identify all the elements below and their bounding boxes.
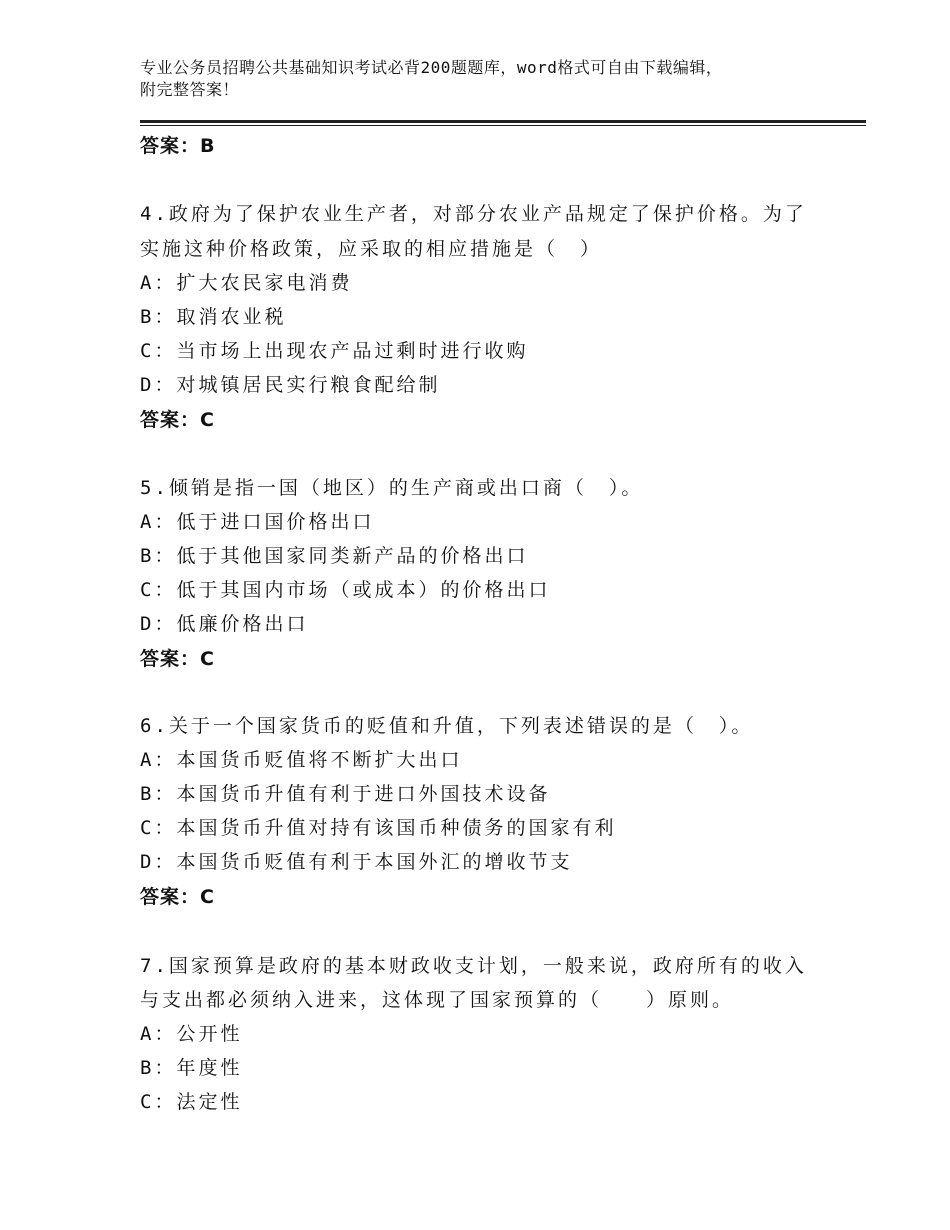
question-6-option-a: A：本国货币贬值将不断扩大出口 xyxy=(140,749,463,771)
question-6-option-c: C：本国货币升值对持有该国币种债务的国家有利 xyxy=(140,817,617,839)
question-4-option-d: D：对城镇居民实行粮食配给制 xyxy=(140,374,441,396)
question-7-text-line-2: 与支出都必须纳入进来，这体现了国家预算的（ ）原则。 xyxy=(140,989,735,1011)
question-7-option-c: C：法定性 xyxy=(140,1091,243,1113)
answer-label: 答案：B xyxy=(140,135,216,157)
header-divider xyxy=(140,120,866,126)
question-4-option-a: A：扩大农民家电消费 xyxy=(140,272,353,294)
question-4-option-c: C：当市场上出现农产品过剩时进行收购 xyxy=(140,340,529,362)
question-5-option-c: C：低于其国内市场（或成本）的价格出口 xyxy=(140,579,551,601)
header-line-2: 附完整答案！ xyxy=(140,80,240,99)
question-5-text-line-1: 5.倾销是指一国（地区）的生产商或出口商（ ）。 xyxy=(140,477,644,499)
question-6-option-d: D：本国货币贬值有利于本国外汇的增收节支 xyxy=(140,851,573,873)
question-4-option-b: B：取消农业税 xyxy=(140,306,287,328)
page-header xyxy=(140,57,840,101)
header-line-1: 专业公务员招聘公共基础知识考试必背200题题库，word格式可自由下载编辑， xyxy=(140,58,723,77)
question-4-text-line-1: 4.政府为了保护农业生产者，对部分农业产品规定了保护价格。为了 xyxy=(140,203,807,225)
question-5-option-d: D：低廉价格出口 xyxy=(140,613,309,635)
question-6-option-b: B：本国货币升值有利于进口外国技术设备 xyxy=(140,783,551,805)
question-5-option-b: B：低于其他国家同类新产品的价格出口 xyxy=(140,545,529,567)
question-4-answer: 答案：C xyxy=(140,409,215,431)
question-5-option-a: A：低于进口国价格出口 xyxy=(140,511,375,533)
question-4-text-line-2: 实施这种价格政策，应采取的相应措施是（ ） xyxy=(140,238,603,260)
question-7-option-b: B：年度性 xyxy=(140,1057,243,1079)
question-6-answer: 答案：C xyxy=(140,886,215,908)
question-7-text-line-1: 7.国家预算是政府的基本财政收支计划，一般来说，政府所有的收入 xyxy=(140,955,807,977)
question-7-option-a: A：公开性 xyxy=(140,1023,243,1045)
question-5-answer: 答案：C xyxy=(140,648,215,670)
question-6-text-line-1: 6.关于一个国家货币的贬值和升值，下列表述错误的是（ ）。 xyxy=(140,715,754,737)
